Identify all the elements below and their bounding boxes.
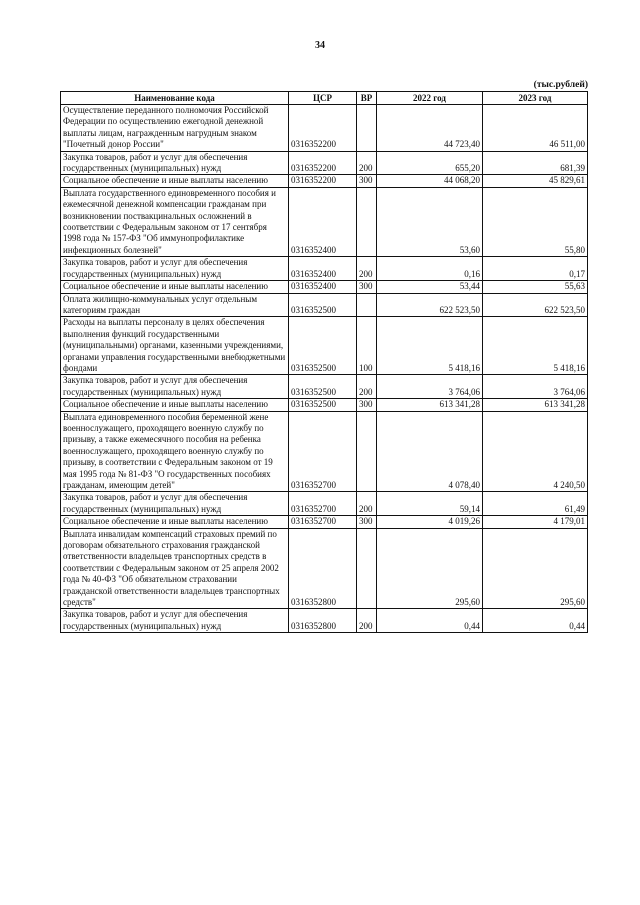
cell-name: Закупка товаров, работ и услуг для обеспечения государственных (муниципальных) нужд: [61, 257, 289, 281]
cell-y2022: 4 078,40: [377, 411, 483, 492]
cell-csr: 0316352200: [289, 105, 357, 152]
cell-y2023: 0,44: [483, 609, 588, 633]
cell-vr: [357, 528, 377, 609]
cell-y2023: 4 240,50: [483, 411, 588, 492]
table-row: [61, 257, 588, 281]
cell-y2023: 4 179,01: [483, 516, 588, 528]
cell-name: Социальное обеспечение и иные выплаты населению: [61, 516, 289, 528]
cell-vr: [357, 105, 377, 152]
cell-csr: 0316352400: [289, 281, 357, 293]
table-row: [61, 492, 588, 516]
table-row: [61, 609, 588, 633]
cell-name: Закупка товаров, работ и услуг для обеспечения государственных (муниципальных) нужд: [61, 375, 289, 399]
table-row: [61, 187, 588, 256]
cell-csr: 0316352200: [289, 151, 357, 175]
cell-y2023: 55,80: [483, 187, 588, 256]
cell-y2022: 613 341,28: [377, 399, 483, 411]
cell-vr: 300: [357, 399, 377, 411]
budget-table: [60, 91, 588, 633]
cell-csr: 0316352700: [289, 411, 357, 492]
header-vr: ВР: [357, 92, 377, 105]
cell-name: Закупка товаров, работ и услуг для обеспечения государственных (муниципальных) нужд: [61, 151, 289, 175]
cell-csr: 0316352400: [289, 257, 357, 281]
cell-y2022: 0,44: [377, 609, 483, 633]
cell-y2022: 4 019,26: [377, 516, 483, 528]
cell-name: Оплата жилищно-коммунальных услуг отдельным категориям граждан: [61, 293, 289, 317]
cell-csr: 0316352800: [289, 528, 357, 609]
cell-y2023: 681,39: [483, 151, 588, 175]
table-header-row: [61, 92, 588, 105]
cell-name: Закупка товаров, работ и услуг для обеспечения государственных (муниципальных) нужд: [61, 609, 289, 633]
cell-y2023: 46 511,00: [483, 105, 588, 152]
cell-y2023: 613 341,28: [483, 399, 588, 411]
cell-name: Закупка товаров, работ и услуг для обеспечения государственных (муниципальных) нужд: [61, 492, 289, 516]
cell-name: Выплата единовременного пособия беременной жене военнослужащего, проходящего военную службу по призыву, а также ежемесячного пособия на ребенка военнослужащего, проходящего военную службу по призыву, в соответствии с Федеральным законом от 19 мая 1995 года № 81-ФЗ "О государственных пособиях гражданам, имеющим детей": [61, 411, 289, 492]
cell-y2023: 3 764,06: [483, 375, 588, 399]
cell-name: Расходы на выплаты персоналу в целях обеспечения выполнения функций государственными (муниципальными) органами, казенными учреждениями, органами управления государственными внебюджетными фондами: [61, 317, 289, 375]
table-row: [61, 411, 588, 492]
table-row: [61, 375, 588, 399]
cell-name: Социальное обеспечение и иные выплаты населению: [61, 399, 289, 411]
table-row: [61, 105, 588, 152]
cell-vr: [357, 187, 377, 256]
table-row: [61, 175, 588, 187]
cell-y2022: 53,44: [377, 281, 483, 293]
cell-y2023: 61,49: [483, 492, 588, 516]
cell-vr: 300: [357, 175, 377, 187]
cell-name: Выплата инвалидам компенсаций страховых премий по договорам обязательного страхования гражданской ответственности владельцев транспортных средств в соответствии с Федеральным законом от 25 апреля 2002 года № 40-ФЗ "Об обязательном страховании гражданской ответственности владельцев транспортных средств": [61, 528, 289, 609]
cell-csr: 0316352500: [289, 317, 357, 375]
table-row: [61, 399, 588, 411]
header-2022: 2022 год: [377, 92, 483, 105]
cell-y2022: 5 418,16: [377, 317, 483, 375]
cell-vr: 200: [357, 375, 377, 399]
cell-y2022: 622 523,50: [377, 293, 483, 317]
cell-y2023: 45 829,61: [483, 175, 588, 187]
cell-vr: 200: [357, 609, 377, 633]
cell-y2022: 295,60: [377, 528, 483, 609]
header-name: Наименование кода: [61, 92, 289, 105]
cell-csr: 0316352700: [289, 516, 357, 528]
table-row: [61, 151, 588, 175]
cell-vr: 200: [357, 492, 377, 516]
cell-y2022: 3 764,06: [377, 375, 483, 399]
page-number: 34: [315, 40, 325, 51]
cell-csr: 0316352500: [289, 293, 357, 317]
cell-y2022: 0,16: [377, 257, 483, 281]
cell-csr: 0316352200: [289, 175, 357, 187]
cell-name: Социальное обеспечение и иные выплаты населению: [61, 281, 289, 293]
cell-vr: 200: [357, 151, 377, 175]
cell-y2023: 0,17: [483, 257, 588, 281]
table-row: [61, 528, 588, 609]
cell-name: Осуществление переданного полномочия Российской Федерации по осуществлению ежегодной денежной выплаты лицам, награжденным нагрудным знаком "Почетный донор России": [61, 105, 289, 152]
cell-y2022: 44 723,40: [377, 105, 483, 152]
cell-vr: 200: [357, 257, 377, 281]
cell-vr: [357, 411, 377, 492]
cell-y2022: 655,20: [377, 151, 483, 175]
cell-y2022: 44 068,20: [377, 175, 483, 187]
cell-csr: 0316352800: [289, 609, 357, 633]
cell-csr: 0316352500: [289, 399, 357, 411]
cell-y2022: 59,14: [377, 492, 483, 516]
cell-y2023: 55,63: [483, 281, 588, 293]
table-row: [61, 293, 588, 317]
cell-csr: 0316352400: [289, 187, 357, 256]
header-2023: 2023 год: [483, 92, 588, 105]
cell-y2023: 622 523,50: [483, 293, 588, 317]
cell-y2023: 5 418,16: [483, 317, 588, 375]
cell-vr: 300: [357, 281, 377, 293]
cell-y2022: 53,60: [377, 187, 483, 256]
header-csr: ЦСР: [289, 92, 357, 105]
cell-vr: [357, 293, 377, 317]
table-row: [61, 317, 588, 375]
cell-name: Социальное обеспечение и иные выплаты населению: [61, 175, 289, 187]
cell-csr: 0316352700: [289, 492, 357, 516]
cell-csr: 0316352500: [289, 375, 357, 399]
units-label: (тыс.рублей): [533, 80, 588, 90]
cell-vr: 100: [357, 317, 377, 375]
cell-vr: 300: [357, 516, 377, 528]
table-body: [61, 105, 588, 633]
cell-name: Выплата государственного единовременного пособия и ежемесячной денежной компенсации гражданам при возникновении поствакцинальных осложнений в соответствии с Федеральным законом от 17 сентября 1998 года № 157-ФЗ "Об иммунопрофилактике инфекционных болезней": [61, 187, 289, 256]
table-row: [61, 281, 588, 293]
cell-y2023: 295,60: [483, 528, 588, 609]
table-row: [61, 516, 588, 528]
